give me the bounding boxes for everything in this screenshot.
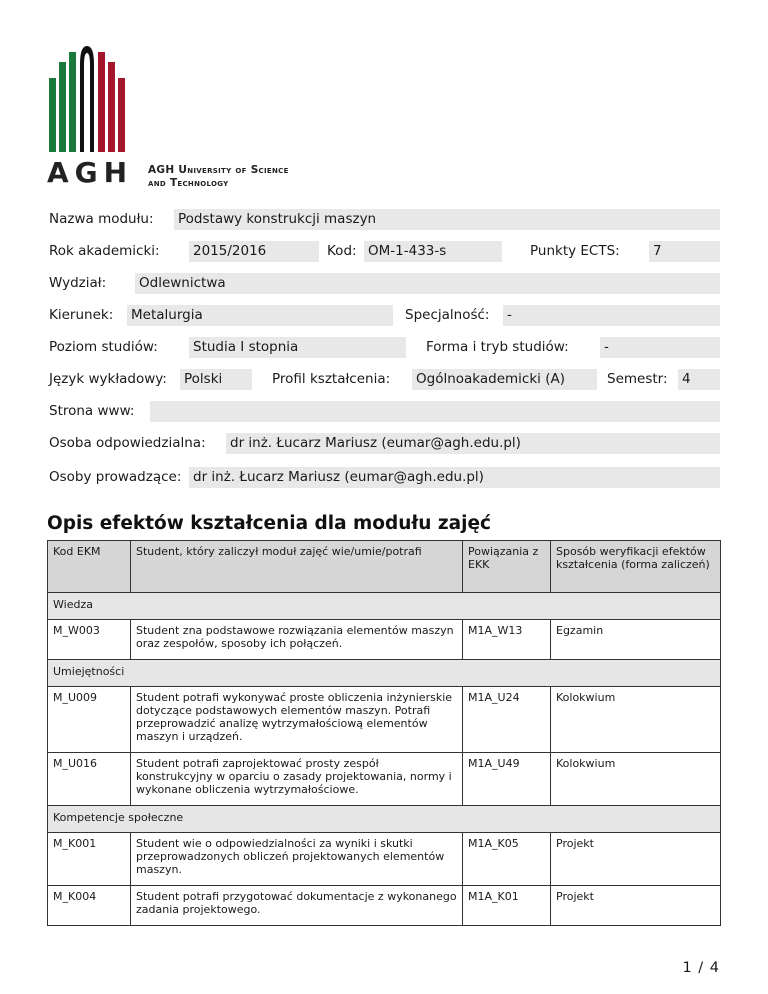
kierunek-label: Kierunek: [49,307,114,323]
kierunek-value: Metalurgia [127,305,393,326]
agh-emblem-icon [47,44,127,156]
ects-value: 7 [649,241,720,262]
section-title: Opis efektów kształcenia dla modułu zajęć [47,513,492,534]
cell-kod: M_K004 [48,886,131,926]
cell-kod: M_W003 [48,620,131,660]
forma-value: - [600,337,720,358]
cell-pow: M1A_K05 [463,833,551,886]
cell-sposob: Projekt [551,886,721,926]
header-powiazania: Powiązania z EKK [463,541,551,593]
spec-value: - [503,305,720,326]
www-value [150,401,720,422]
www-label: Strona www: [49,403,135,419]
cell-kod: M_U009 [48,687,131,753]
logo-line-1: AGH University of Science [148,164,289,176]
poziom-value: Studia I stopnia [189,337,406,358]
wydzial-label: Wydział: [49,275,107,291]
cell-sposob: Egzamin [551,620,721,660]
kod-value: OM-1-433-s [364,241,502,262]
category-row [48,660,721,687]
forma-label: Forma i tryb studiów: [426,339,569,355]
profil-label: Profil kształcenia: [272,371,391,387]
cell-pow: M1A_U49 [463,753,551,806]
cell-pow: M1A_K01 [463,886,551,926]
cell-sposob: Projekt [551,833,721,886]
category-kompetencje: Kompetencje społeczne [48,806,721,833]
category-wiedza: Wiedza [48,593,721,620]
kod-label: Kod: [327,243,357,259]
logo-mark: AGH [47,156,134,189]
effects-table [47,540,721,926]
table-row [48,833,721,886]
nazwa-label: Nazwa modułu: [49,211,154,227]
prowadzace-label: Osoby prowadzące: [49,469,182,485]
cell-kod: M_U016 [48,753,131,806]
table-header-row [48,541,721,593]
profil-value: Ogólnoakademicki (A) [412,369,597,390]
logo-line-2: and Technology [148,177,229,189]
cell-opis: Student potrafi przygotować dokumentacje z wykonanego zadania projektowego. [131,886,463,926]
page-number: 1 / 4 [682,960,720,976]
table-row [48,687,721,753]
semestr-label: Semestr: [607,371,668,387]
rok-value: 2015/2016 [189,241,319,262]
agh-logo [47,44,292,192]
table-row [48,886,721,926]
nazwa-value: Podstawy konstrukcji maszyn [174,209,720,230]
jezyk-value: Polski [180,369,252,390]
category-row [48,593,721,620]
header-kod: Kod EKM [48,541,131,593]
poziom-label: Poziom studiów: [49,339,158,355]
cell-pow: M1A_W13 [463,620,551,660]
spec-label: Specjalność: [405,307,490,323]
osoba-value: dr inż. Łucarz Mariusz (eumar@agh.edu.pl) [226,433,720,454]
wydzial-value: Odlewnictwa [135,273,720,294]
rok-label: Rok akademicki: [49,243,160,259]
semestr-value: 4 [678,369,720,390]
category-row [48,806,721,833]
header-sposob: Sposób weryfikacji efektów kształcenia (forma zaliczeń) [551,541,721,593]
cell-kod: M_K001 [48,833,131,886]
cell-sposob: Kolokwium [551,687,721,753]
cell-pow: M1A_U24 [463,687,551,753]
ects-label: Punkty ECTS: [530,243,620,259]
category-umiejetnosci: Umiejętności [48,660,721,687]
cell-opis: Student zna podstawowe rozwiązania elementów maszyn oraz zespołów, sposoby ich połączeń. [131,620,463,660]
header-opis: Student, który zaliczył moduł zajęć wie/umie/potrafi [131,541,463,593]
cell-sposob: Kolokwium [551,753,721,806]
osoba-label: Osoba odpowiedzialna: [49,435,206,451]
table-row [48,620,721,660]
prowadzace-value: dr inż. Łucarz Mariusz (eumar@agh.edu.pl) [189,467,720,488]
cell-opis: Student potrafi zaprojektować prosty zespół konstrukcyjny w oparciu o zasady projektowania, normy i wykonane obliczenia wytrzymałościowe. [131,753,463,806]
jezyk-label: Język wykładowy: [49,371,167,387]
table-row [48,753,721,806]
cell-opis: Student potrafi wykonywać proste obliczenia inżynierskie dotyczące podstawowych elementów maszyn. Potrafi przeprowadzić analizę wytrzymałościową elementów maszyn i urządzeń. [131,687,463,753]
cell-opis: Student wie o odpowiedzialności za wyniki i skutki przeprowadzonych obliczeń projektowanych elementów maszyn. [131,833,463,886]
